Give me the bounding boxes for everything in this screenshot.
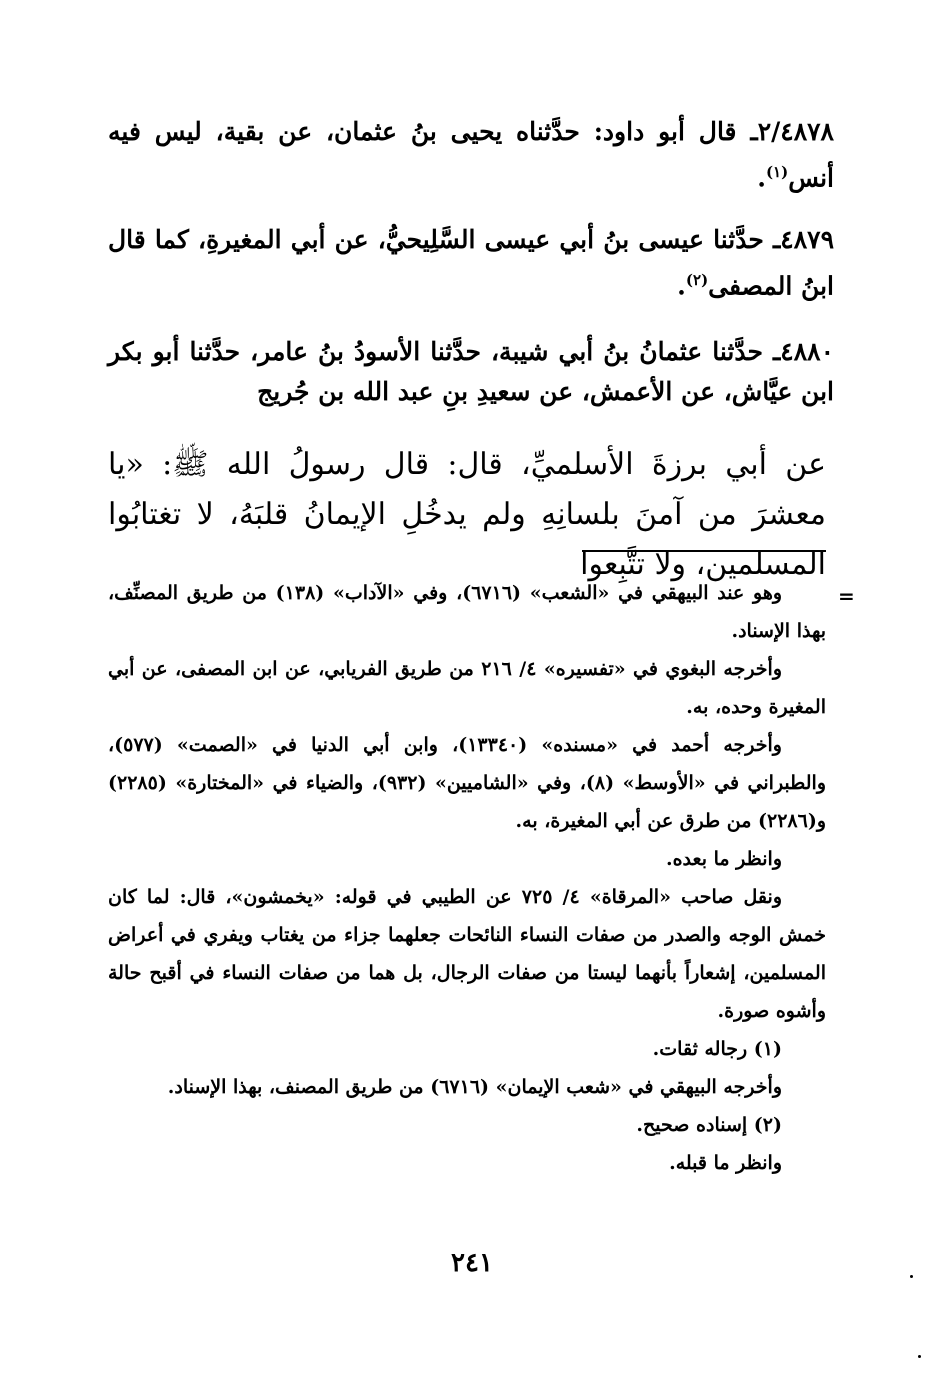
page-number: ٢٤١ <box>451 1248 493 1278</box>
hadith-text: ٢/٤٨٧٨ـ قال أبو داود: حدَّثناه يحيى بنُ عثمان، عن بقية، ليس فيه أنس <box>108 117 834 193</box>
footnotes <box>108 574 826 1182</box>
footnote-paragraph: وهو عند البيهقي في «الشعب» (٦٧١٦)، وفي «الآداب» (١٣٨) من طريق المصنِّف، بهذا الإسناد. <box>108 582 826 642</box>
hadith-4879: ٤٨٧٩ـ حدَّثنا عيسى بنُ أبي عيسى السَّلِيحيُّ، عن أبي المغيرةِ، كما قال ابنُ المصفى$^{(٢)}$. <box>108 225 834 301</box>
scan-speck <box>910 1275 913 1278</box>
hadith-text: ٤٨٧٩ـ حدَّثنا عيسى بنُ أبي عيسى السَّلِيحيُّ، عن أبي المغيرةِ، كما قال ابنُ المصفى <box>108 225 834 301</box>
footnote-paragraph: وانظر ما قبله. <box>669 1152 782 1174</box>
footnote-paragraph: ونقل صاحب «المرقاة» ٤/ ٧٢٥ عن الطيبي في قوله: «يخمشون»، قال: لما كان خمش الوجه والصدر من صفات النساء النائحات جعلهما جزاء من يغتاب ويفري في أعراض المسلمين، إشعاراً بأنهما ليستا من صفات الرجال، بل هما من صفات النساء في أقبح حالة وأشوه صورة. <box>108 886 826 1022</box>
footnote-2: (٢) إسناده صحيح. <box>636 1114 782 1136</box>
footnote-continuation-mark: = <box>838 584 855 608</box>
footnote-ref: (٢) <box>685 271 709 289</box>
footnote-paragraph: وأخرجه البغوي في «تفسيره» ٤/ ٢١٦ من طريق الفريابي، عن ابن المصفى، عن أبي المغيرة وحده، به. <box>108 658 826 718</box>
footnote-paragraph: وأخرجه البيهقي في «شعب الإيمان» (٦٧١٦) من طريق المصنف، بهذا الإسناد. <box>167 1076 782 1098</box>
hadith-4878: ٢/٤٨٧٨ـ قال أبو داود: حدَّثناه يحيى بنُ عثمان، عن بقية، ليس فيه أنس$^{(١)}$. <box>108 117 834 193</box>
scan-speck <box>918 1355 921 1358</box>
hadith-matn: عن أبي برزةَ الأسلميِّ، قال: قال رسولُ الله ﷺ: «يا معشرَ من آمنَ بلسانِهِ ولم يدخُلِ الإيمانُ قلبَهُ، لا تغتابُوا المسلمين، ولا تتَّبِعوا <box>108 447 826 582</box>
footnote-1: (١) رجاله ثقات. <box>652 1038 782 1060</box>
footnote-ref: (١) <box>765 163 789 181</box>
footnote-separator <box>582 550 826 552</box>
footnote-paragraph: وانظر ما بعده. <box>665 848 782 870</box>
hadith-4880 <box>108 332 834 412</box>
footnote-paragraph: وأخرجه أحمد في «مسنده» (١٣٣٤٠)، وابن أبي الدنيا في «الصمت» (٥٧٧)، والطبراني في «الأوسط» (٨)، وفي «الشاميين» (٩٣٢)، والضياء في «المختارة» (٢٢٨٥) و(٢٢٨٦) من طرق عن أبي المغيرة، به. <box>108 734 826 832</box>
hadith-text: ٤٨٨٠ـ حدَّثنا عثمانُ بنُ أبي شيبة، حدَّثنا الأسودُ بنُ عامر، حدَّثنا أبو بكر ابن عيَّاش، عن الأعمش، عن سعيدِ بنِ عبد الله بن جُريج <box>108 337 834 406</box>
